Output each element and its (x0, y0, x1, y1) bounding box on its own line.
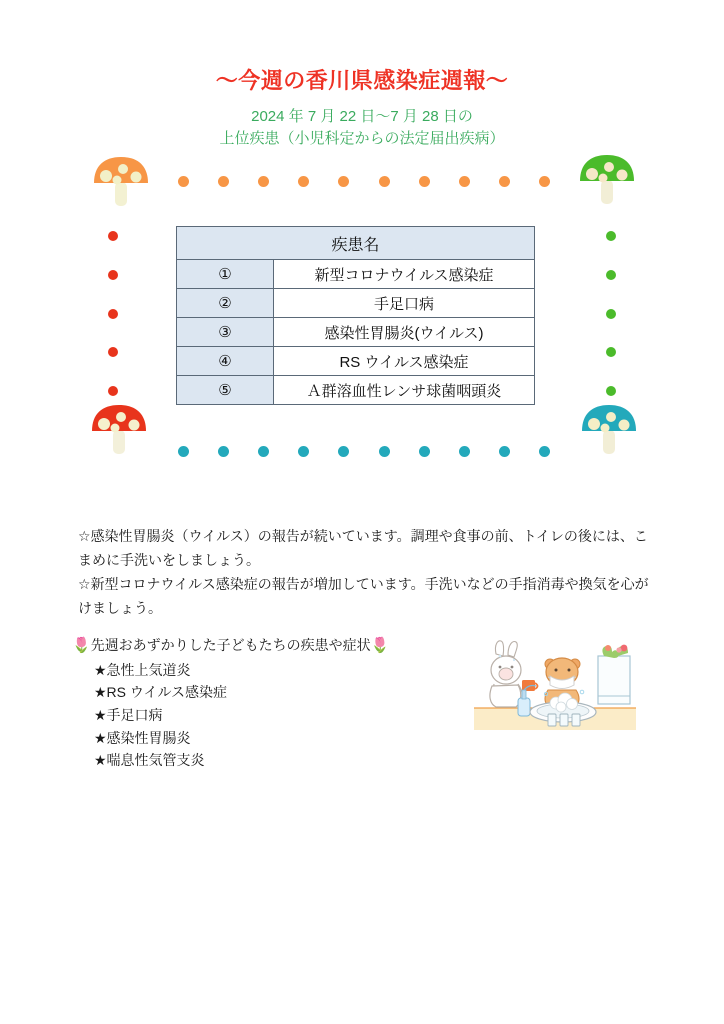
handwashing-illustration (472, 636, 638, 732)
symptoms-heading (72, 634, 492, 657)
decorative-dot (379, 446, 390, 457)
decorative-dot (338, 176, 349, 187)
table-row (177, 260, 535, 289)
dot-column-left (108, 231, 118, 396)
decorative-dot (419, 446, 430, 457)
symptoms-list (72, 659, 492, 772)
table-header-row (177, 227, 535, 260)
decorative-dot (218, 446, 229, 457)
decorative-dot (108, 231, 118, 241)
decorative-dot (338, 446, 349, 457)
mushroom-icon-top-right (576, 150, 638, 212)
decorative-dot (539, 446, 550, 457)
table-row (177, 289, 535, 318)
symptom-list-item: ★RS ウイルス感染症 (94, 684, 228, 701)
table-body (177, 260, 535, 405)
table-cell-disease-name: Ａ群溶血性レンサ球菌咽頭炎 (274, 376, 535, 405)
disease-ranking-table (176, 226, 535, 405)
symptom-list-item: ★手足口病 (94, 707, 163, 724)
tulip-icon-right: 🌷 (370, 636, 390, 654)
mushroom-icon-bottom-left (88, 400, 150, 462)
table-cell-rank: ② (177, 289, 274, 318)
table-cell-disease-name: 手足口病 (274, 289, 535, 318)
decorative-dot (459, 176, 470, 187)
table-cell-disease-name: 感染性胃腸炎(ウイルス) (274, 318, 535, 347)
decorative-dot (298, 446, 309, 457)
symptom-list-item: ★急性上気道炎 (94, 661, 191, 678)
rabbit-figure (490, 641, 538, 707)
table-cell-rank: ③ (177, 318, 274, 347)
decorative-dot (379, 176, 390, 187)
decorative-dot (218, 176, 229, 187)
decorative-dot (108, 386, 118, 396)
decorative-dot (606, 386, 616, 396)
dot-row-top (178, 176, 550, 187)
decorative-dot (606, 231, 616, 241)
symptoms-heading-text: 先週おあずかりした子どもたちの疾患や症状 (90, 637, 371, 653)
page-subtitle-description: 上位疾患（小児科定からの法定届出疾病） (219, 130, 505, 148)
dot-column-right (606, 231, 616, 396)
decorative-dot (258, 176, 269, 187)
table-row (177, 376, 535, 405)
decorative-dot (499, 176, 510, 187)
decorative-dot (606, 347, 616, 357)
decorative-dot (606, 309, 616, 319)
table-cell-disease-name: RS ウイルス感染症 (274, 347, 535, 376)
mushroom-icon-top-left (90, 152, 152, 214)
decorative-dot (178, 446, 189, 457)
decorative-dot (606, 270, 616, 280)
decorative-dot (539, 176, 550, 187)
page-title: ～今週の香川県感染症週報～ (215, 68, 509, 93)
mushroom-icon-bottom-right (578, 400, 640, 462)
page-subtitle-date-range: 2024 年 7 月 22 日～7 月 28 日の (251, 108, 473, 126)
symptom-list-item: ★感染性胃腸炎 (94, 729, 191, 746)
tulip-icon-left: 🌷 (72, 636, 91, 654)
window-with-flowers (598, 645, 630, 704)
notices-block (78, 524, 653, 620)
table-row (177, 347, 535, 376)
symptoms-block (72, 634, 492, 772)
notice-gastroenteritis: ☆感染性胃腸炎（ウイルス）の報告が続いています。調理や食事の前、トイレの後には、こまめに手洗いをしましょう。 (78, 528, 648, 569)
table-header-disease-name: 疾患名 (177, 227, 535, 260)
dot-row-bottom (178, 446, 550, 457)
decorative-dot (258, 446, 269, 457)
decorative-dot (499, 446, 510, 457)
decorative-dot (419, 176, 430, 187)
decorative-dot (298, 176, 309, 187)
notice-covid: ☆新型コロナウイルス感染症の報告が増加しています。手洗いなどの手指消毒や換気を心がけましょう。 (78, 576, 649, 617)
table-cell-rank: ① (177, 260, 274, 289)
table-cell-rank: ⑤ (177, 376, 274, 405)
decorative-dot (108, 309, 118, 319)
decorative-dot (108, 347, 118, 357)
page-header (0, 68, 724, 150)
table-cell-disease-name: 新型コロナウイルス感染症 (274, 260, 535, 289)
decorative-dot (178, 176, 189, 187)
decorative-dot (108, 270, 118, 280)
symptom-list-item: ★喘息性気管支炎 (94, 752, 205, 769)
table-cell-rank: ④ (177, 347, 274, 376)
decorative-dot (459, 446, 470, 457)
table-row (177, 318, 535, 347)
